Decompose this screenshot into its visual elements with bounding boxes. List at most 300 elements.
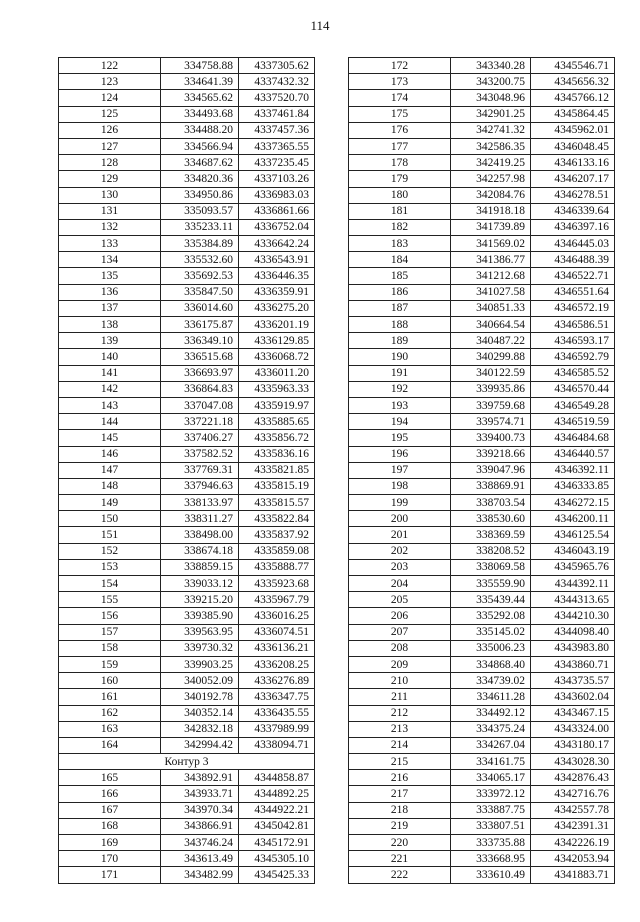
point-number-cell: 147 (59, 462, 161, 478)
table-row (349, 219, 615, 235)
x-coordinate-cell: 338859.15 (161, 559, 239, 575)
x-coordinate-cell: 337582.52 (161, 446, 239, 462)
point-number-cell: 135 (59, 268, 161, 284)
point-number-cell: 216 (349, 770, 451, 786)
y-coordinate-cell: 4345546.71 (531, 58, 615, 74)
y-coordinate-cell: 4336129.85 (239, 333, 315, 349)
x-coordinate-cell: 343892.91 (161, 770, 239, 786)
table-row (59, 268, 315, 284)
table-row (59, 74, 315, 90)
x-coordinate-cell: 334739.02 (451, 673, 531, 689)
point-number-cell: 183 (349, 236, 451, 252)
y-coordinate-cell: 4335967.79 (239, 592, 315, 608)
y-coordinate-cell: 4336446.35 (239, 268, 315, 284)
point-number-cell: 193 (349, 397, 451, 413)
point-number-cell: 162 (59, 705, 161, 721)
y-coordinate-cell: 4346207.17 (531, 171, 615, 187)
table-row (59, 300, 315, 316)
table-row (349, 867, 615, 883)
table-row (349, 527, 615, 543)
table-row (59, 527, 315, 543)
table-row (59, 835, 315, 851)
y-coordinate-cell: 4345864.45 (531, 106, 615, 122)
point-number-cell: 172 (349, 58, 451, 74)
point-number-cell: 207 (349, 624, 451, 640)
y-coordinate-cell: 4346570.44 (531, 381, 615, 397)
y-coordinate-cell: 4346551.64 (531, 284, 615, 300)
point-number-cell: 150 (59, 511, 161, 527)
point-number-cell: 186 (349, 284, 451, 300)
x-coordinate-cell: 336175.87 (161, 317, 239, 333)
table-row (349, 414, 615, 430)
x-coordinate-cell: 336515.68 (161, 349, 239, 365)
point-number-cell: 206 (349, 608, 451, 624)
x-coordinate-cell: 333668.95 (451, 851, 531, 867)
y-coordinate-cell: 4341883.71 (531, 867, 615, 883)
y-coordinate-cell: 4346272.15 (531, 495, 615, 511)
x-coordinate-cell: 335532.60 (161, 252, 239, 268)
x-coordinate-cell: 342084.76 (451, 187, 531, 203)
point-number-cell: 220 (349, 835, 451, 851)
table-row (59, 592, 315, 608)
x-coordinate-cell: 341212.68 (451, 268, 531, 284)
y-coordinate-cell: 4336752.04 (239, 219, 315, 235)
point-number-cell: 187 (349, 300, 451, 316)
table-row (349, 203, 615, 219)
point-number-cell: 205 (349, 592, 451, 608)
point-number-cell: 127 (59, 138, 161, 154)
y-coordinate-cell: 4346397.16 (531, 219, 615, 235)
x-coordinate-cell: 340192.78 (161, 689, 239, 705)
x-coordinate-cell: 338498.00 (161, 527, 239, 543)
y-coordinate-cell: 4343983.80 (531, 640, 615, 656)
y-coordinate-cell: 4342716.76 (531, 786, 615, 802)
table-row (349, 138, 615, 154)
y-coordinate-cell: 4346278.51 (531, 187, 615, 203)
x-coordinate-cell: 335384.89 (161, 236, 239, 252)
point-number-cell: 176 (349, 122, 451, 138)
table-row (349, 592, 615, 608)
table-row (59, 284, 315, 300)
y-coordinate-cell: 4335837.92 (239, 527, 315, 543)
x-coordinate-cell: 334375.24 (451, 721, 531, 737)
x-coordinate-cell: 334267.04 (451, 737, 531, 753)
table-row (349, 187, 615, 203)
table-row (349, 90, 615, 106)
point-number-cell: 169 (59, 835, 161, 851)
x-coordinate-cell: 334758.88 (161, 58, 239, 74)
table-row (349, 656, 615, 672)
table-row (349, 300, 615, 316)
x-coordinate-cell: 343866.91 (161, 818, 239, 834)
point-number-cell: 180 (349, 187, 451, 203)
x-coordinate-cell: 339903.25 (161, 656, 239, 672)
coordinates-table-right-body (349, 58, 615, 884)
table-row (349, 737, 615, 753)
y-coordinate-cell: 4344210.30 (531, 608, 615, 624)
point-number-cell: 212 (349, 705, 451, 721)
y-coordinate-cell: 4336016.25 (239, 608, 315, 624)
table-row (59, 737, 315, 753)
y-coordinate-cell: 4343324.00 (531, 721, 615, 737)
y-coordinate-cell: 4342226.19 (531, 835, 615, 851)
table-row (349, 106, 615, 122)
point-number-cell: 194 (349, 414, 451, 430)
table-row (59, 252, 315, 268)
table-row (349, 349, 615, 365)
y-coordinate-cell: 4346048.45 (531, 138, 615, 154)
y-coordinate-cell: 4335815.57 (239, 495, 315, 511)
table-row (59, 90, 315, 106)
y-coordinate-cell: 4346549.28 (531, 397, 615, 413)
y-coordinate-cell: 4336543.91 (239, 252, 315, 268)
y-coordinate-cell: 4344313.65 (531, 592, 615, 608)
y-coordinate-cell: 4335923.68 (239, 576, 315, 592)
point-number-cell: 125 (59, 106, 161, 122)
point-number-cell: 208 (349, 640, 451, 656)
table-row (349, 268, 615, 284)
y-coordinate-cell: 4336136.21 (239, 640, 315, 656)
table-row (59, 317, 315, 333)
table-row (59, 478, 315, 494)
x-coordinate-cell: 339730.32 (161, 640, 239, 656)
point-number-cell: 215 (349, 754, 451, 770)
point-number-cell: 175 (349, 106, 451, 122)
y-coordinate-cell: 4336276.89 (239, 673, 315, 689)
x-coordinate-cell: 338703.54 (451, 495, 531, 511)
x-coordinate-cell: 342994.42 (161, 737, 239, 753)
y-coordinate-cell: 4335919.97 (239, 397, 315, 413)
y-coordinate-cell: 4337365.55 (239, 138, 315, 154)
table-row (59, 705, 315, 721)
table-row (59, 689, 315, 705)
table-row (59, 430, 315, 446)
table-row (59, 576, 315, 592)
x-coordinate-cell: 340352.14 (161, 705, 239, 721)
point-number-cell: 192 (349, 381, 451, 397)
table-row (59, 673, 315, 689)
x-coordinate-cell: 342901.25 (451, 106, 531, 122)
y-coordinate-cell: 4345766.12 (531, 90, 615, 106)
point-number-cell: 131 (59, 203, 161, 219)
point-number-cell: 138 (59, 317, 161, 333)
x-coordinate-cell: 335093.57 (161, 203, 239, 219)
x-coordinate-cell: 334488.20 (161, 122, 239, 138)
table-row (349, 754, 615, 770)
x-coordinate-cell: 343746.24 (161, 835, 239, 851)
x-coordinate-cell: 333610.49 (451, 867, 531, 883)
y-coordinate-cell: 4342053.94 (531, 851, 615, 867)
y-coordinate-cell: 4336275.20 (239, 300, 315, 316)
x-coordinate-cell: 334611.28 (451, 689, 531, 705)
y-coordinate-cell: 4346333.85 (531, 478, 615, 494)
y-coordinate-cell: 4346133.16 (531, 155, 615, 171)
x-coordinate-cell: 337406.27 (161, 430, 239, 446)
point-number-cell: 214 (349, 737, 451, 753)
point-number-cell: 170 (59, 851, 161, 867)
table-row (59, 640, 315, 656)
x-coordinate-cell: 334687.62 (161, 155, 239, 171)
x-coordinate-cell: 337769.31 (161, 462, 239, 478)
table-row (59, 58, 315, 74)
x-coordinate-cell: 338133.97 (161, 495, 239, 511)
table-row (349, 576, 615, 592)
y-coordinate-cell: 4345965.76 (531, 559, 615, 575)
point-number-cell: 151 (59, 527, 161, 543)
table-row (349, 835, 615, 851)
point-number-cell: 201 (349, 527, 451, 543)
table-row (349, 818, 615, 834)
point-number-cell: 173 (349, 74, 451, 90)
y-coordinate-cell: 4336208.25 (239, 656, 315, 672)
point-number-cell: 124 (59, 90, 161, 106)
x-coordinate-cell: 334565.62 (161, 90, 239, 106)
y-coordinate-cell: 4343180.17 (531, 737, 615, 753)
x-coordinate-cell: 339215.20 (161, 592, 239, 608)
x-coordinate-cell: 339935.86 (451, 381, 531, 397)
table-row (59, 446, 315, 462)
table-row (349, 155, 615, 171)
table-row (349, 705, 615, 721)
point-number-cell: 211 (349, 689, 451, 705)
y-coordinate-cell: 4342391.31 (531, 818, 615, 834)
table-row (59, 122, 315, 138)
y-coordinate-cell: 4336359.91 (239, 284, 315, 300)
x-coordinate-cell: 342419.25 (451, 155, 531, 171)
y-coordinate-cell: 4346585.52 (531, 365, 615, 381)
x-coordinate-cell: 342741.32 (451, 122, 531, 138)
y-coordinate-cell: 4335836.16 (239, 446, 315, 462)
table-row (349, 608, 615, 624)
y-coordinate-cell: 4346593.17 (531, 333, 615, 349)
point-number-cell: 209 (349, 656, 451, 672)
x-coordinate-cell: 343200.75 (451, 74, 531, 90)
y-coordinate-cell: 4346522.71 (531, 268, 615, 284)
point-number-cell: 198 (349, 478, 451, 494)
table-row (349, 640, 615, 656)
table-row (349, 284, 615, 300)
coordinates-table-left (58, 57, 315, 884)
y-coordinate-cell: 4342557.78 (531, 802, 615, 818)
point-number-cell: 139 (59, 333, 161, 349)
x-coordinate-cell: 335439.44 (451, 592, 531, 608)
point-number-cell: 210 (349, 673, 451, 689)
x-coordinate-cell: 336693.97 (161, 365, 239, 381)
point-number-cell: 130 (59, 187, 161, 203)
y-coordinate-cell: 4344892.25 (239, 786, 315, 802)
table-row (349, 511, 615, 527)
y-coordinate-cell: 4336861.66 (239, 203, 315, 219)
y-coordinate-cell: 4335815.19 (239, 478, 315, 494)
point-number-cell: 177 (349, 138, 451, 154)
table-row (349, 74, 615, 90)
table-row (349, 430, 615, 446)
table-row (349, 624, 615, 640)
x-coordinate-cell: 333735.88 (451, 835, 531, 851)
y-coordinate-cell: 4335859.08 (239, 543, 315, 559)
x-coordinate-cell: 341569.02 (451, 236, 531, 252)
point-number-cell: 159 (59, 656, 161, 672)
table-row (349, 252, 615, 268)
table-row (59, 559, 315, 575)
x-coordinate-cell: 340122.59 (451, 365, 531, 381)
y-coordinate-cell: 4335822.84 (239, 511, 315, 527)
table-row (59, 236, 315, 252)
y-coordinate-cell: 4337520.70 (239, 90, 315, 106)
table-row (59, 219, 315, 235)
point-number-cell: 195 (349, 430, 451, 446)
point-number-cell: 200 (349, 511, 451, 527)
y-coordinate-cell: 4343602.04 (531, 689, 615, 705)
point-number-cell: 158 (59, 640, 161, 656)
x-coordinate-cell: 338311.27 (161, 511, 239, 527)
table-row (59, 770, 315, 786)
y-coordinate-cell: 4346339.64 (531, 203, 615, 219)
point-number-cell: 178 (349, 155, 451, 171)
table-row (349, 236, 615, 252)
table-row (349, 317, 615, 333)
point-number-cell: 189 (349, 333, 451, 349)
y-coordinate-cell: 4337305.62 (239, 58, 315, 74)
point-number-cell: 188 (349, 317, 451, 333)
table-row (59, 543, 315, 559)
y-coordinate-cell: 4346392.11 (531, 462, 615, 478)
table-row (59, 462, 315, 478)
x-coordinate-cell: 335145.02 (451, 624, 531, 640)
x-coordinate-cell: 337946.63 (161, 478, 239, 494)
x-coordinate-cell: 334161.75 (451, 754, 531, 770)
y-coordinate-cell: 4346488.39 (531, 252, 615, 268)
y-coordinate-cell: 4345042.81 (239, 818, 315, 834)
point-number-cell: 165 (59, 770, 161, 786)
x-coordinate-cell: 343482.99 (161, 867, 239, 883)
table-row (349, 689, 615, 705)
point-number-cell: 181 (349, 203, 451, 219)
x-coordinate-cell: 334065.17 (451, 770, 531, 786)
x-coordinate-cell: 337047.08 (161, 397, 239, 413)
y-coordinate-cell: 4337235.45 (239, 155, 315, 171)
point-number-cell: 144 (59, 414, 161, 430)
x-coordinate-cell: 334493.68 (161, 106, 239, 122)
x-coordinate-cell: 342832.18 (161, 721, 239, 737)
point-number-cell: 156 (59, 608, 161, 624)
y-coordinate-cell: 4346586.51 (531, 317, 615, 333)
point-number-cell: 142 (59, 381, 161, 397)
y-coordinate-cell: 4343028.30 (531, 754, 615, 770)
x-coordinate-cell: 339400.73 (451, 430, 531, 446)
table-row (349, 122, 615, 138)
point-number-cell: 203 (349, 559, 451, 575)
y-coordinate-cell: 4344098.40 (531, 624, 615, 640)
x-coordinate-cell: 338530.60 (451, 511, 531, 527)
y-coordinate-cell: 4346592.79 (531, 349, 615, 365)
point-number-cell: 168 (59, 818, 161, 834)
y-coordinate-cell: 4346519.59 (531, 414, 615, 430)
x-coordinate-cell: 335559.90 (451, 576, 531, 592)
y-coordinate-cell: 4345305.10 (239, 851, 315, 867)
table-row (349, 559, 615, 575)
x-coordinate-cell: 343048.96 (451, 90, 531, 106)
y-coordinate-cell: 4335963.33 (239, 381, 315, 397)
point-number-cell: 174 (349, 90, 451, 106)
coordinates-table-right (348, 57, 615, 884)
y-coordinate-cell: 4337432.32 (239, 74, 315, 90)
table-row (349, 495, 615, 511)
point-number-cell: 184 (349, 252, 451, 268)
x-coordinate-cell: 335233.11 (161, 219, 239, 235)
x-coordinate-cell: 337221.18 (161, 414, 239, 430)
y-coordinate-cell: 4346125.54 (531, 527, 615, 543)
y-coordinate-cell: 4346445.03 (531, 236, 615, 252)
table-row (59, 349, 315, 365)
x-coordinate-cell: 339385.90 (161, 608, 239, 624)
y-coordinate-cell: 4344922.21 (239, 802, 315, 818)
point-number-cell: 128 (59, 155, 161, 171)
x-coordinate-cell: 334641.39 (161, 74, 239, 90)
point-number-cell: 190 (349, 349, 451, 365)
table-row (59, 187, 315, 203)
x-coordinate-cell: 342257.98 (451, 171, 531, 187)
table-row (349, 462, 615, 478)
point-number-cell: 166 (59, 786, 161, 802)
y-coordinate-cell: 4336074.51 (239, 624, 315, 640)
point-number-cell: 149 (59, 495, 161, 511)
table-row (59, 786, 315, 802)
table-row (59, 203, 315, 219)
point-number-cell: 141 (59, 365, 161, 381)
y-coordinate-cell: 4346200.11 (531, 511, 615, 527)
x-coordinate-cell: 338369.59 (451, 527, 531, 543)
table-row (349, 365, 615, 381)
table-row (59, 138, 315, 154)
table-row (59, 495, 315, 511)
table-row (59, 381, 315, 397)
y-coordinate-cell: 4335888.77 (239, 559, 315, 575)
table-row (349, 478, 615, 494)
y-coordinate-cell: 4336435.55 (239, 705, 315, 721)
x-coordinate-cell: 339574.71 (451, 414, 531, 430)
x-coordinate-cell: 338869.91 (451, 478, 531, 494)
y-coordinate-cell: 4344392.11 (531, 576, 615, 592)
point-number-cell: 133 (59, 236, 161, 252)
x-coordinate-cell: 341918.18 (451, 203, 531, 219)
point-number-cell: 167 (59, 802, 161, 818)
x-coordinate-cell: 341739.89 (451, 219, 531, 235)
table-row (59, 802, 315, 818)
x-coordinate-cell: 334868.40 (451, 656, 531, 672)
y-coordinate-cell: 4336201.19 (239, 317, 315, 333)
point-number-cell: 153 (59, 559, 161, 575)
table-row (59, 365, 315, 381)
y-coordinate-cell: 4344858.87 (239, 770, 315, 786)
x-coordinate-cell: 339033.12 (161, 576, 239, 592)
x-coordinate-cell: 335292.08 (451, 608, 531, 624)
table-row (59, 511, 315, 527)
point-number-cell: 219 (349, 818, 451, 834)
point-number-cell: 222 (349, 867, 451, 883)
x-coordinate-cell: 343970.34 (161, 802, 239, 818)
table-row (349, 802, 615, 818)
point-number-cell: 221 (349, 851, 451, 867)
table-row (349, 381, 615, 397)
table-row (349, 543, 615, 559)
point-number-cell: 217 (349, 786, 451, 802)
point-number-cell: 140 (59, 349, 161, 365)
y-coordinate-cell: 4343735.57 (531, 673, 615, 689)
x-coordinate-cell: 335847.50 (161, 284, 239, 300)
y-coordinate-cell: 4335856.72 (239, 430, 315, 446)
point-number-cell: 213 (349, 721, 451, 737)
